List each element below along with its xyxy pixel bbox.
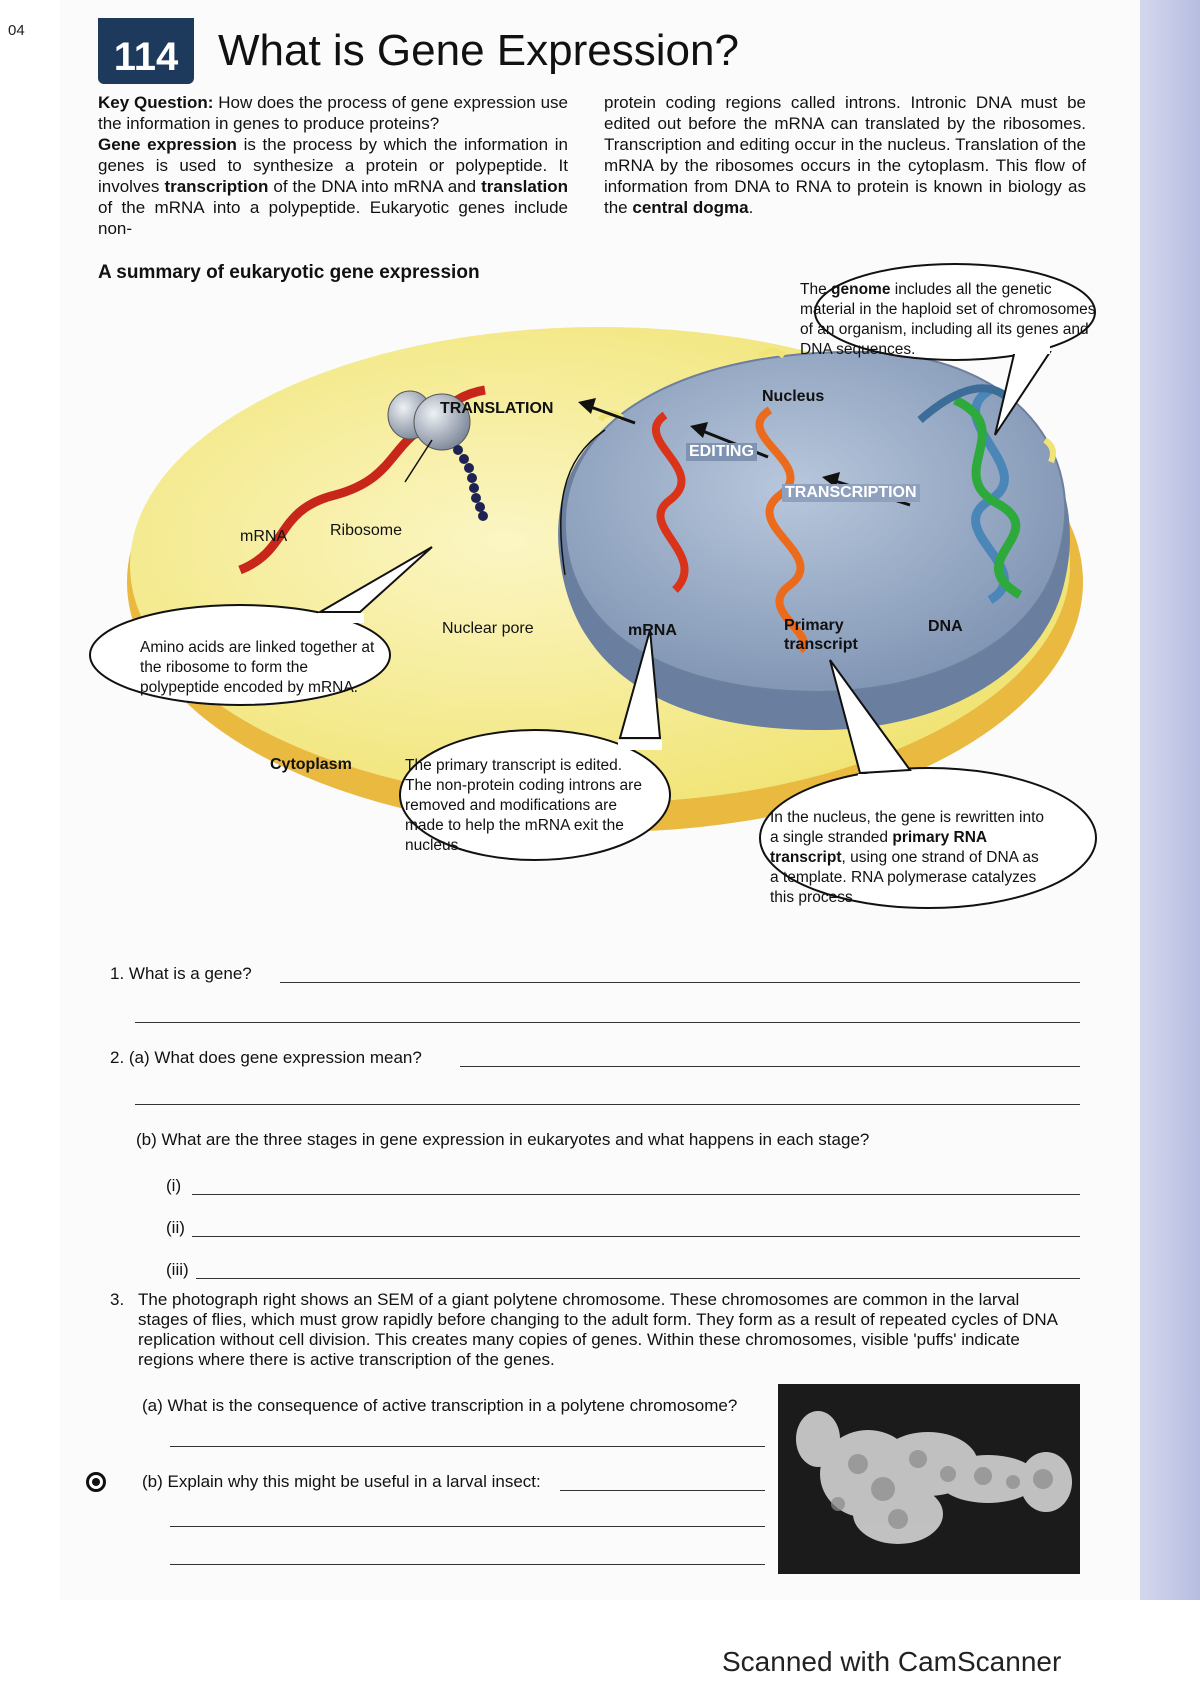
intro-column-right [604,92,1086,218]
amino-acid-bubble-text: Amino acids are linked together at the ribosome to form the polypeptide encoded by mRNA. [140,639,375,696]
intro-text: protein coding regions called introns. Intronic DNA must be edited out before the mRNA can translated by the ribosomes. Transcription and editing occur in the nucleus. Translation of the mRNA by the ribosomes occurs in the cytoplasm. This flow of information from DNA to RNA to protein is known in biology as the [604,93,1086,217]
nuclear-pore-label: Nuclear pore [442,620,534,637]
editing-label: EDITING [686,443,757,461]
question-2b-ii: (ii) [166,1218,185,1237]
answer-line[interactable] [460,1066,1080,1067]
answer-line[interactable] [135,1104,1080,1105]
page-title: What is Gene Expression? [218,26,739,75]
answer-line[interactable] [135,1022,1080,1023]
transcription-term: transcription [164,177,269,196]
bubble-text: In the nucleus, the gene is rewritten into a single stranded [770,809,1044,846]
primary-rna-term: primary RNA transcript [770,829,987,866]
genome-term: genome [831,281,891,298]
bubble-text: , using one strand of DNA as a template. RNA polymerase catalyzes this process. [770,849,1039,906]
bubble-text: The [800,281,832,298]
key-question-text: How does the process of gene expression use the information in genes to produce proteins? [98,93,568,133]
cytoplasm-label: Cytoplasm [270,756,352,773]
bubble-text: includes all the genetic material in the haploid set of chromosomes of an organism, including all its genes and DNA sequences. [800,281,1096,358]
mrna-nucleus-label: mRNA [628,622,677,639]
question-3a: (a) What is the consequence of active transcription in a polytene chromosome? [142,1396,738,1415]
gene-expression-term: Gene expression [98,135,237,154]
transcription-label: TRANSCRIPTION [782,484,920,502]
mrna-cytoplasm-label: mRNA [240,528,288,545]
question-3 [110,1290,1070,1370]
question-2b: (b) What are the three stages in gene expression in eukaryotes and what happens in each stage? [136,1130,870,1149]
primary-label: Primary [784,617,844,634]
question-2a: 2. (a) What does gene expression mean? [110,1048,422,1067]
question-3-number: 3. [110,1290,125,1309]
question-2b-i: (i) [166,1176,182,1195]
intro-text: of the DNA into mRNA and [268,177,482,196]
intro-text: . [748,198,754,217]
sem-polytene-chromosome-photo [778,1384,1080,1574]
transcription-bubble-text [770,808,1050,908]
answer-line[interactable] [170,1446,765,1447]
page-edge-shadow [1130,0,1200,1600]
scanner-watermark: Scanned with CamScanner [722,1646,1062,1677]
diagram-heading: A summary of eukaryotic gene expression [98,262,480,283]
answer-line[interactable] [192,1236,1080,1237]
answer-line[interactable] [196,1278,1080,1279]
answer-line[interactable] [192,1194,1080,1195]
translation-label: TRANSLATION [440,400,554,417]
transcript-label: transcript [784,636,858,653]
editing-bubble-text: The primary transcript is edited. The non-protein coding introns are removed and modifications are made to help the mRNA exit the nucleus. [405,757,642,854]
primary-transcript-label [784,616,858,654]
question-1: 1. What is a gene? [110,964,252,983]
sem-image [778,1384,1080,1574]
radio-button-icon[interactable] [86,1472,106,1492]
intro-column-left [98,92,568,239]
key-question-label: Key Question: [98,93,214,112]
answer-line[interactable] [170,1526,765,1527]
intro-text: is the process by which the information in genes is used to synthesize a protein or polypeptide. It involves [98,135,568,196]
answer-line[interactable] [170,1564,765,1565]
genome-bubble-text [800,280,1110,360]
ribosome-label: Ribosome [330,522,403,539]
dna-label: DNA [928,618,963,635]
page-number: 04 [8,22,25,39]
nucleus-label: Nucleus [762,388,825,405]
question-3b: (b) Explain why this might be useful in a larval insect: [142,1472,541,1491]
translation-term: translation [481,177,569,196]
question-2b-iii: (iii) [166,1260,189,1279]
intro-text: of the mRNA into a polypeptide. Eukaryotic genes include non- [98,198,568,238]
central-dogma-term: central dogma [632,198,749,217]
answer-line[interactable] [560,1490,765,1491]
question-3-text: The photograph right shows an SEM of a giant polytene chromosome. These chromosomes are common in the larval stages of flies, which must grow rapidly before changing to the adult form. They form as a result of repeated cycles of DNA replication without cell division. This creates many copies of genes. Within these chromosomes, visible 'puffs' indicate regions where there is active transcription of the genes. [138,1290,1058,1369]
answer-line[interactable] [280,982,1080,983]
activity-number-badge: 114 [98,18,194,84]
